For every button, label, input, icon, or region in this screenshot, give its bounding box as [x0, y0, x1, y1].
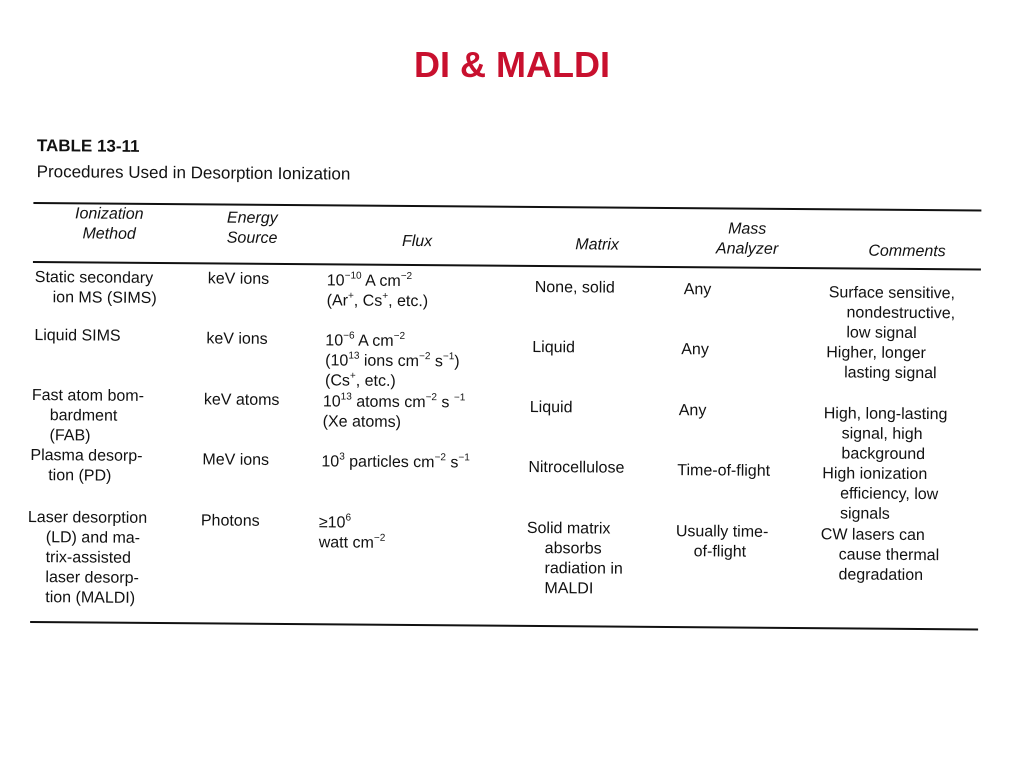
cell-analyzer-fab: Any [678, 402, 707, 420]
cell-comments-fab: High, long-lasting signal, high background [823, 405, 948, 464]
cell-analyzer-maldi: Usually time- of-flight [675, 523, 769, 561]
cell-flux-fab [323, 392, 466, 433]
header-energy-source: Energy Source [226, 209, 278, 247]
cell-source-liquid-sims: keV ions [206, 330, 268, 348]
table-top-rule [33, 202, 981, 211]
flux-line: $10^{13}$ atoms $cm^{-2}$ s $^{-1}$ [322, 391, 466, 412]
flux-line: $10^3$ particles $cm^{-2}$ $s^{-1}$ [321, 451, 470, 472]
table-caption: Procedures Used in Desorption Ionization [36, 162, 351, 184]
table-bottom-rule [30, 621, 978, 630]
cell-source-sims: keV ions [207, 270, 270, 288]
flux-line: $\ge 10^6$ [318, 512, 352, 532]
cell-source-fab: keV atoms [203, 391, 280, 409]
cell-matrix-pd: Nitrocellulose [528, 458, 625, 477]
cell-flux-liquid-sims [325, 331, 460, 392]
flux-line: (Cs+, etc.) [324, 370, 396, 390]
cell-method-maldi: Laser desorption (LD) and ma- trix-assisted laser desorp- tion (MALDI) [27, 509, 148, 607]
slide-title: DI & MALDI [414, 44, 610, 85]
cell-comments-liquid-sims: Higher, longer lasting signal [826, 344, 937, 383]
cell-analyzer-sims: Any [683, 281, 712, 299]
cell-source-maldi: Photons [200, 512, 260, 530]
cell-comments-pd: High ionization efficiency, low signals [822, 465, 939, 523]
cell-method-sims: Static secondary ion MS (SIMS) [34, 269, 157, 308]
cell-method-fab: Fast atom bom- bardment (FAB) [31, 387, 144, 445]
cell-matrix-liquid-sims: Liquid [532, 338, 576, 357]
cell-comments-sims: Surface sensitive, nondestructive, low signal [828, 284, 956, 342]
header-matrix: Matrix [575, 236, 619, 254]
cell-flux-maldi [319, 513, 386, 554]
header-ionization-method: Ionization Method [75, 205, 144, 243]
table-label: TABLE 13-11 [36, 136, 140, 156]
table-header-rule [33, 261, 981, 270]
header-comments: Comments [868, 242, 946, 261]
flux-line: (Xe atoms) [322, 413, 402, 431]
flux-line: $10^{-6}$ A $cm^{-2}$ [325, 330, 406, 350]
flux-line: $10^{-10}$ A $cm^{-2}$ [326, 270, 413, 290]
cell-matrix-fab: Liquid [529, 398, 573, 417]
cell-comments-maldi: CW lasers can cause thermal degradation [820, 526, 940, 585]
cell-source-pd: MeV ions [202, 451, 270, 469]
flux-line: (Ar+, Cs+, etc.) [326, 290, 429, 311]
cell-analyzer-pd: Time-of-flight [677, 462, 771, 480]
header-flux: Flux [401, 232, 433, 251]
header-mass-analyzer: Mass Analyzer [715, 220, 779, 258]
cell-flux-sims [327, 271, 429, 312]
cell-flux-pd [321, 452, 470, 473]
cell-matrix-maldi: Solid matrix absorbs radiation in MALDI [526, 519, 623, 598]
scanned-table [24, 128, 988, 646]
cell-matrix-sims: None, solid [534, 278, 615, 297]
cell-analyzer-liquid-sims: Any [681, 341, 709, 359]
flux-line: watt $cm^{-2}$ [318, 532, 386, 552]
cell-method-pd: Plasma desorp- tion (PD) [30, 447, 143, 485]
cell-method-liquid-sims: Liquid SIMS [34, 327, 121, 345]
flux-line: ($10^{13}$ ions $cm^{-2}$ $s^{-1}$) [325, 350, 460, 371]
